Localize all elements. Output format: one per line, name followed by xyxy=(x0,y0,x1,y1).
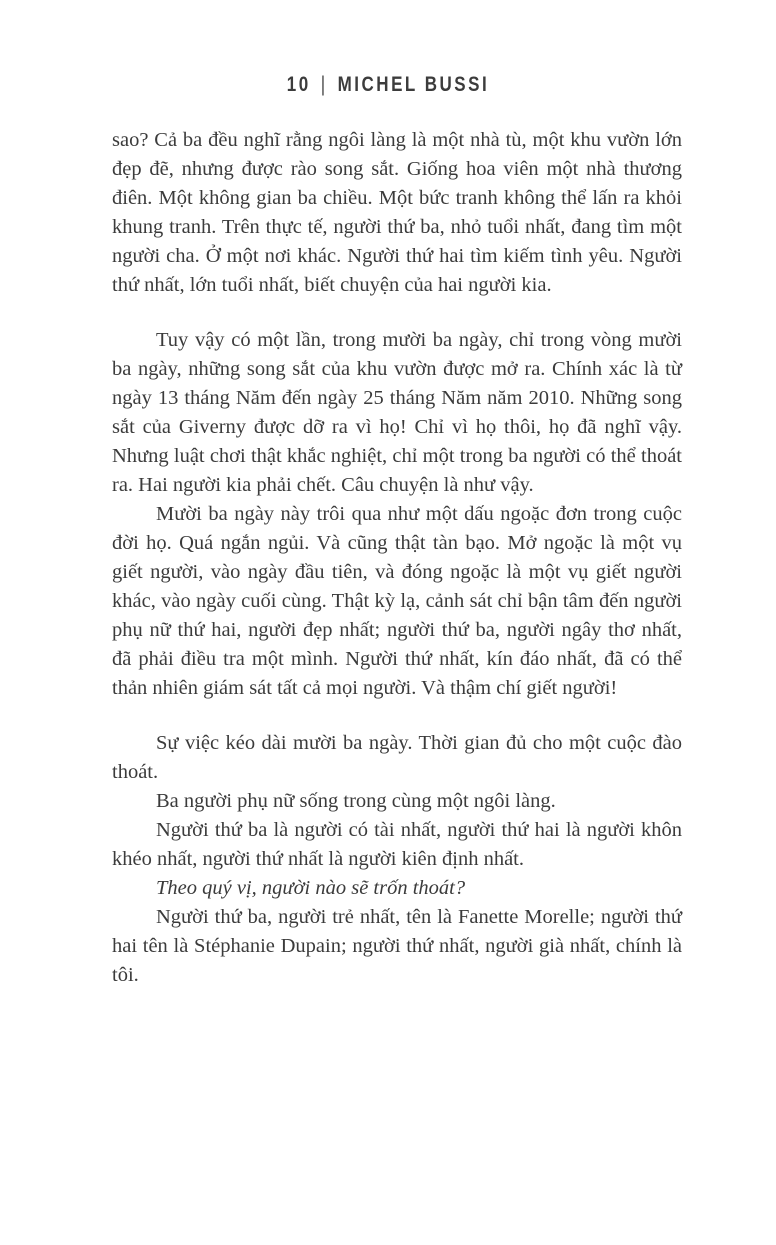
paragraph: Sự việc kéo dài mười ba ngày. Thời gian đủ cho một cuộc đào thoát. xyxy=(112,732,682,783)
paragraph: Tuy vậy có một lần, trong mười ba ngày, chỉ trong vòng mười ba ngày, những song sắt của khu vườn được mở ra. Chính xác là từ ngày 13 tháng Năm đến ngày 25 tháng Năm năm 2010. Những song sắt của Giverny được dỡ ra vì họ! Chỉ vì họ thôi, họ đã nghĩ vậy. Nhưng luật chơi thật khắc nghiệt, chỉ một trong ba người có thể thoát ra. Hai người kia phải chết. Câu chuyện là như vậy. xyxy=(112,329,682,496)
running-header xyxy=(0,72,776,97)
page-body-text xyxy=(112,126,682,990)
paragraph: Người thứ ba, người trẻ nhất, tên là Fanette Morelle; người thứ hai tên là Stéphanie Dupain; người thứ nhất, người già nhất, chính là tôi. xyxy=(112,906,682,986)
paragraph: Theo quý vị, người nào sẽ trốn thoát? xyxy=(156,877,466,899)
paragraph: Ba người phụ nữ sống trong cùng một ngôi làng. xyxy=(156,790,556,812)
paragraph: Mười ba ngày này trôi qua như một dấu ngoặc đơn trong cuộc đời họ. Quá ngắn ngủi. Và cũng thật tàn bạo. Mở ngoặc là một vụ giết người, vào ngày đầu tiên, và đóng ngoặc là một vụ giết người khác, vào ngày cuối cùng. Thật kỳ lạ, cảnh sát chỉ bận tâm đến người phụ nữ thứ hai, người đẹp nhất; người thứ ba, người ngây thơ nhất, đã phải điều tra một mình. Người thứ nhất, kín đáo nhất, đã có thể thản nhiên giám sát tất cả mọi người. Và thậm chí giết người! xyxy=(112,503,682,699)
header-separator: | xyxy=(320,72,328,96)
paragraph: sao? Cả ba đều nghĩ rằng ngôi làng là một nhà tù, một khu vườn lớn đẹp đẽ, nhưng được rào song sắt. Giống hoa viên một nhà thương điên. Một không gian ba chiều. Một bức tranh không thể lấn ra khỏi khung tranh. Trên thực tế, người thứ ba, nhỏ tuổi nhất, đang tìm một người cha. Ở một nơi khác. Người thứ hai tìm kiếm tình yêu. Người thứ nhất, lớn tuổi nhất, biết chuyện của hai người kia. xyxy=(112,129,682,296)
author-name: MICHEL BUSSI xyxy=(337,72,490,96)
paragraph: Người thứ ba là người có tài nhất, người thứ hai là người khôn khéo nhất, người thứ nhất là người kiên định nhất. xyxy=(112,819,682,870)
page-number: 10 xyxy=(286,72,311,96)
